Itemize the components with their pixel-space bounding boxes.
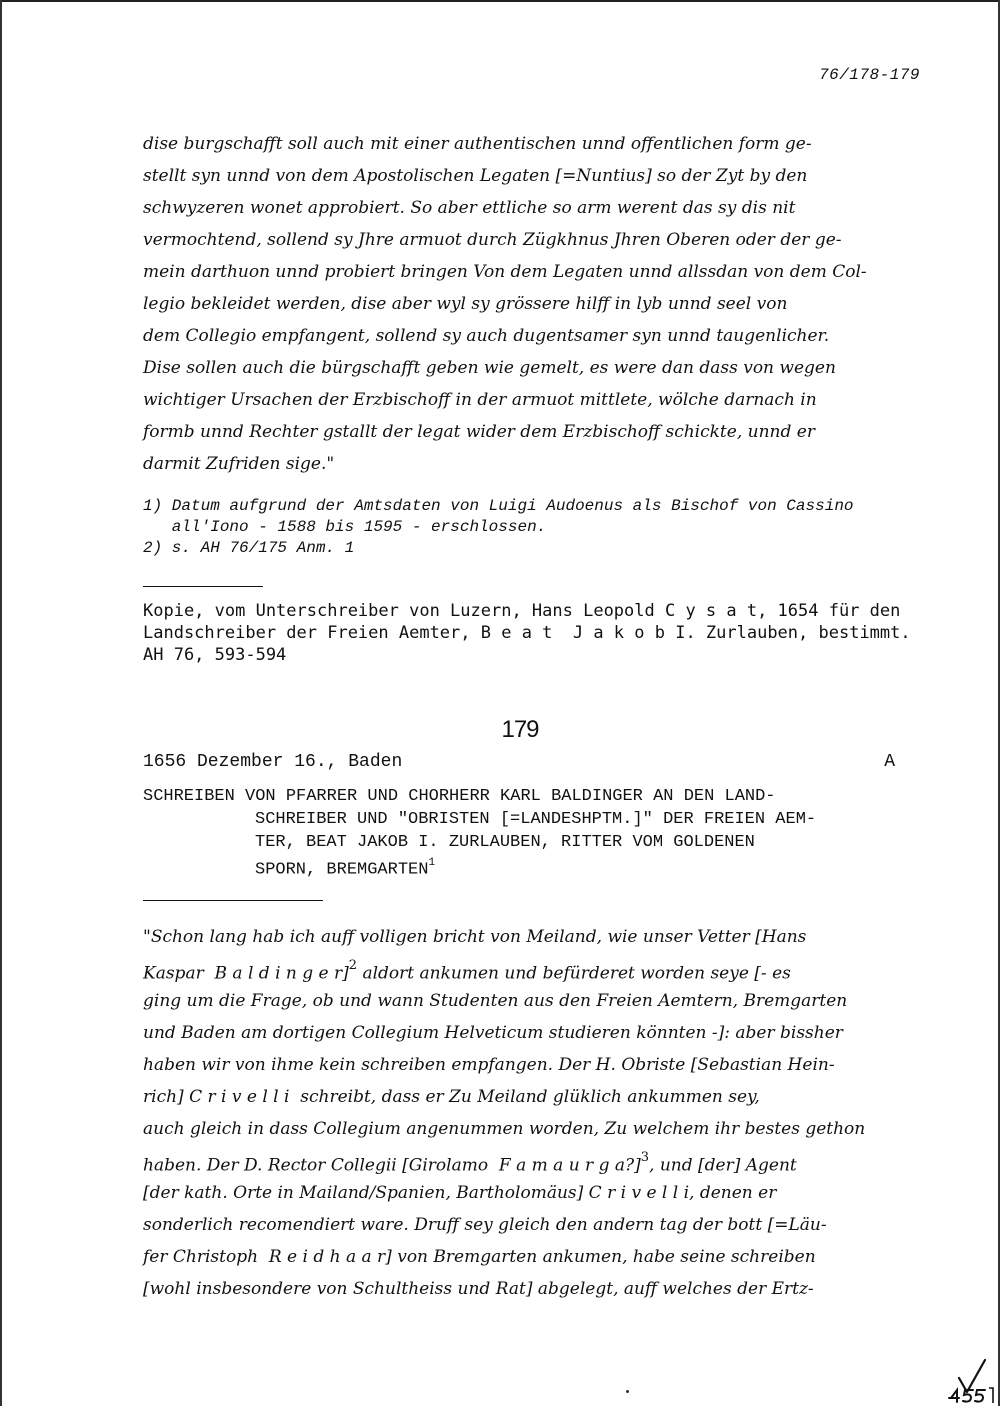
- text-line: [der kath. Orte in Mailand/Spanien, Bartholomäus] C r i v e l l i, denen er: [143, 1183, 777, 1203]
- separator-rule: [143, 586, 263, 587]
- text-line: ging um die Frage, ob und wann Studenten aus den Freien Aemtern, Bremgarten: [143, 991, 848, 1011]
- text-line: auch gleich in dass Collegium angenummen worden, Zu welchem ihr bestes gethon: [143, 1119, 866, 1139]
- text-line: wichtiger Ursachen der Erzbischoff in der armuot mittlete, wölche darnach in: [143, 390, 817, 410]
- footnote-reference: 2: [348, 958, 358, 973]
- footnote-line: all'Iono - 1588 bis 1595 - erschlossen.: [143, 518, 547, 536]
- footnote-line: 1) Datum aufgrund der Amtsdaten von Luigi Audoenus als Bischof von Cassino: [143, 497, 854, 515]
- continuation-text: [143, 128, 867, 480]
- text-segment: Kaspar B a l d i n g e r]: [143, 963, 349, 984]
- text-line: formb unnd Rechter gstallt der legat wider dem Erzbischoff schickte, unnd er: [143, 422, 815, 442]
- footnote-reference: 3: [640, 1150, 650, 1165]
- heading-line: SCHREIBER UND "OBRISTEN [=LANDESHPTM.]" DER FREIEN AEM-: [255, 810, 817, 829]
- text-line: haben wir von ihme kein schreiben empfangen. Der H. Obriste [Sebastian Hein-: [143, 1055, 835, 1075]
- heading-line: [143, 854, 816, 880]
- text-line: [143, 1145, 865, 1177]
- separator-rule: [143, 900, 323, 901]
- letter-text: [143, 921, 865, 1305]
- page-reference: 76/178-179: [818, 66, 920, 84]
- text-line: dise burgschafft soll auch mit einer authentischen unnd offentlichen form ge-: [143, 134, 812, 154]
- source-note: [143, 600, 911, 666]
- text-line: dem Collegio empfangent, sollend sy auch dugentsamer syn unnd taugenlicher.: [143, 326, 830, 346]
- text-line: vermochtend, sollend sy Jhre armuot durch Zügkhnus Jhren Oberen oder der ge-: [143, 230, 842, 250]
- text-segment: , und [der] Agent: [649, 1155, 797, 1176]
- text-line: rich] C r i v e l l i schreibt, dass er Zu Meiland glüklich ankummen sey,: [143, 1087, 760, 1107]
- document-heading: [143, 785, 817, 880]
- footnotes: [143, 496, 854, 559]
- text-line: mein darthuon unnd probiert bringen Von dem Legaten unnd allssdan von dem Col-: [143, 262, 867, 282]
- text-line: schwyzeren wonet approbiert. So aber ettliche so arm werent das sy dis nit: [143, 198, 796, 218]
- text-line: Dise sollen auch die bürgschafft geben wie gemelt, es were dan dass von wegen: [143, 358, 836, 378]
- source-line: Kopie, vom Unterschreiber von Luzern, Hans Leopold C y s a t, 1654 für den: [143, 601, 901, 621]
- text-line: und Baden am dortigen Collegium Helveticum studieren könnten -]: aber bissher: [143, 1023, 843, 1043]
- text-line: [wohl insbesondere von Schultheiss und Rat] abgelegt, auff welches der Ertz-: [143, 1279, 814, 1299]
- text-segment: haben. Der D. Rector Collegii [Girolamo F a m a u r g a?]: [143, 1155, 641, 1176]
- date-place: 1656 Dezember 16., Baden: [143, 752, 403, 772]
- text-line: [143, 953, 865, 985]
- source-line: AH 76, 593-594: [143, 645, 287, 665]
- text-line: darmit Zufriden sige.": [143, 454, 335, 474]
- text-segment: aldort ankumen und befürderet worden seye [- es: [357, 963, 791, 984]
- page-border-top: [0, 0, 1000, 2]
- handwritten-mark-icon: [945, 1358, 995, 1404]
- document-type-letter: A: [884, 752, 895, 772]
- text-line: fer Christoph R e i d h a a r] von Bremgarten ankumen, habe seine schreiben: [143, 1247, 816, 1267]
- text-line: sonderlich recomendiert ware. Druff sey gleich den andern tag der bott [=Läu-: [143, 1215, 827, 1235]
- heading-line: TER, BEAT JAKOB I. ZURLAUBEN, RITTER VOM GOLDENEN: [255, 833, 755, 852]
- footnote-line: 2) s. AH 76/175 Anm. 1: [143, 539, 355, 557]
- page-border-left: [0, 0, 2, 1406]
- text-line: stellt syn unnd von dem Apostolischen Legaten [=Nuntius] so der Zyt by den: [143, 166, 808, 186]
- text-line: legio bekleidet werden, dise aber wyl sy grössere hilff in lyb unnd seel von: [143, 294, 788, 314]
- footnote-reference: 1: [428, 857, 436, 869]
- ink-dot: [626, 1390, 629, 1393]
- document-number: 179: [501, 716, 539, 743]
- source-line: Landschreiber der Freien Aemter, B e a t J a k o b I. Zurlauben, bestimmt.: [143, 623, 911, 643]
- heading-line-text: SPORN, BREMGARTEN: [255, 860, 429, 880]
- text-line: "Schon lang hab ich auff volligen bricht von Meiland, wie unser Vetter [Hans: [143, 927, 807, 947]
- heading-line: SCHREIBEN VON PFARRER UND CHORHERR KARL BALDINGER AN DEN LAND-: [143, 787, 776, 806]
